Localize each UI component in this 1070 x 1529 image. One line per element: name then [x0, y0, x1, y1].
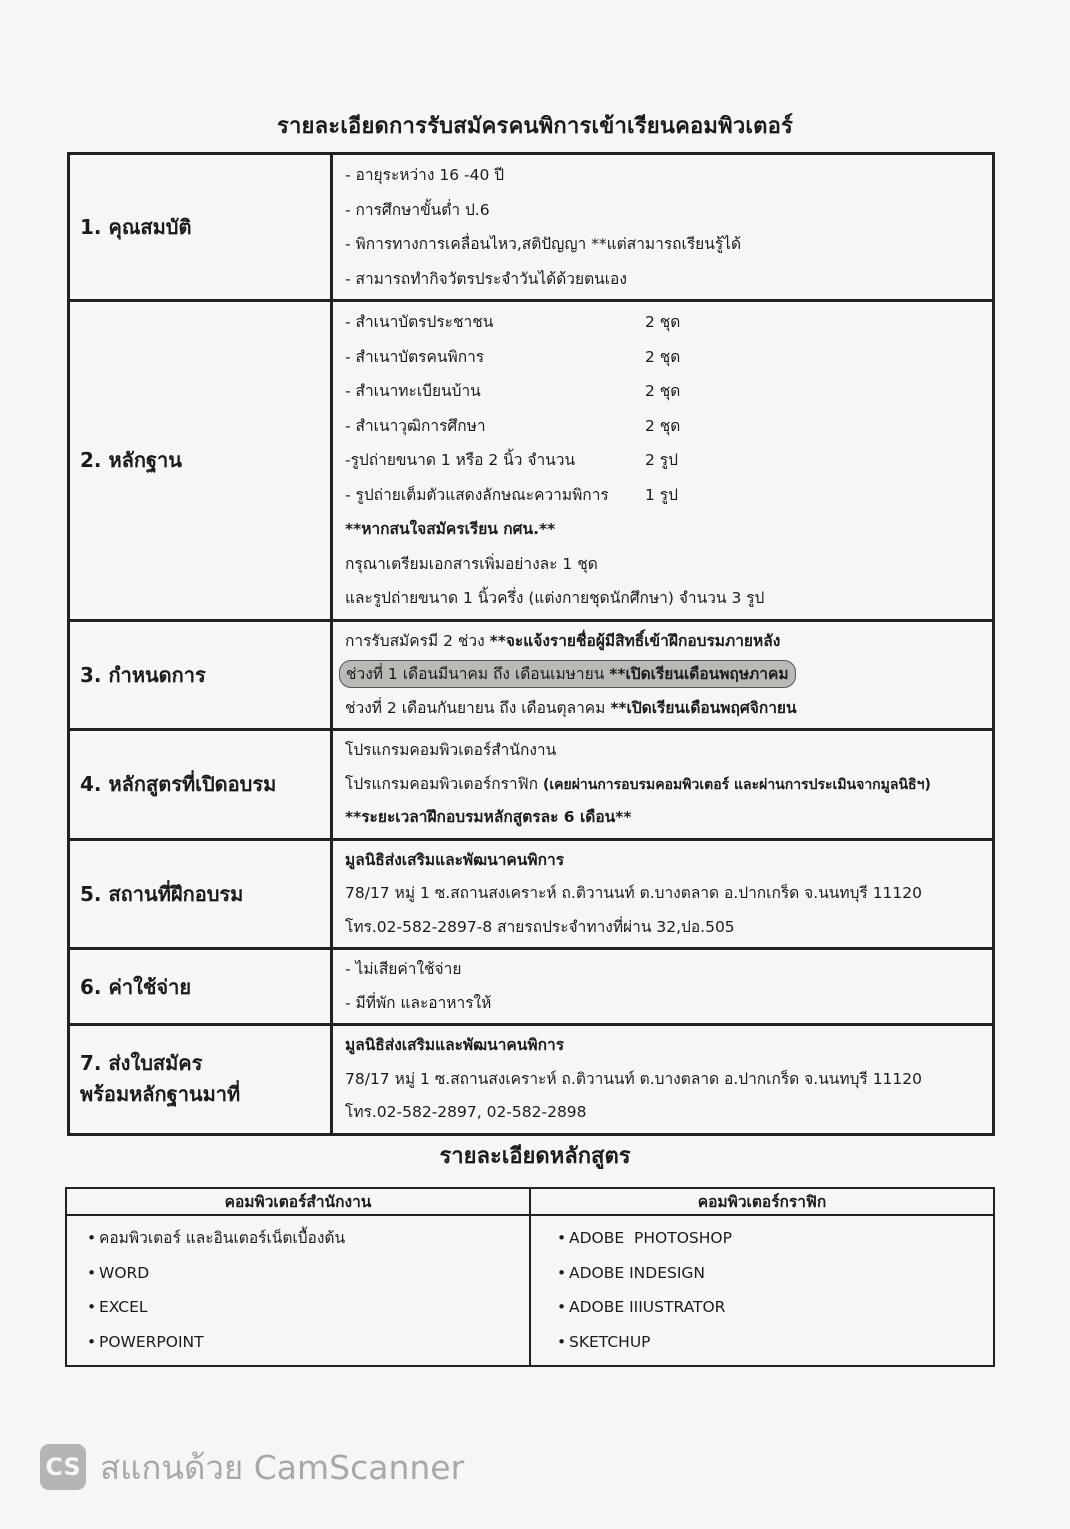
course-details-title: รายละเอียดหลักสูตร	[439, 1144, 631, 1169]
detail-line: และรูปถ่ายขนาด 1 นิ้วครึ่ง (แต่งกายชุดนักศึกษา) จำนวน 3 รูป	[345, 589, 765, 607]
section-details	[332, 730, 994, 840]
section-label: 1. คุณสมบัติ	[69, 154, 332, 301]
label-line: 7. ส่งใบสมัคร	[80, 1051, 203, 1076]
camscanner-logo-icon: CS	[40, 1444, 86, 1490]
section-details	[332, 620, 994, 730]
intro-note: **จะแจ้งรายชื่อผู้มีสิทธิ์เข้าฝึกอบรมภายหลัง	[489, 631, 781, 650]
graphic-course-list	[530, 1215, 994, 1366]
document-item	[345, 443, 992, 478]
watermark-text: สแกนด้วย CamScanner	[100, 1447, 465, 1487]
document-item	[345, 305, 992, 340]
bullet-icon: •	[557, 1298, 567, 1316]
address: 78/17 หมู่ 1 ซ.สถานสงเคราะห์ ถ.ติวานนท์ ต.บางตลาด อ.ปากเกร็ด จ.นนทบุรี 11120	[345, 884, 922, 902]
document-name: - สำเนาทะเบียนบ้าน	[345, 382, 481, 400]
contact-info: โทร.02-582-2897-8 สายรถประจำทางที่ผ่าน 32,ปอ.505	[345, 917, 735, 936]
document-name: - สำเนาวุฒิการศึกษา	[345, 416, 486, 435]
list-item	[557, 1290, 993, 1325]
section-submit-application	[69, 1025, 994, 1135]
section-label: 3. กำหนดการ	[69, 620, 332, 730]
schedule-period-1	[345, 658, 992, 692]
detail-line: กรุณาเตรียมเอกสารเพิ่มอย่างละ 1 ชุด	[345, 554, 598, 573]
item-text: ADOBE IIIUSTRATOR	[569, 1298, 726, 1316]
list-item	[557, 1325, 993, 1360]
bullet-icon: •	[87, 1263, 97, 1282]
section-details	[332, 154, 994, 301]
item-text: EXCEL	[99, 1298, 148, 1316]
organization-name: มูลนิธิส่งเสริมและพัฒนาคนพิการ	[345, 850, 565, 869]
bullet-icon: •	[87, 1298, 97, 1316]
detail-line: - สามารถทำกิจวัตรประจำวันได้ด้วยตนเอง	[345, 269, 627, 288]
period-note: **เปิดเรียนเดือนพฤษภาคม	[609, 665, 789, 683]
course-header-row	[66, 1188, 994, 1215]
document-name: -รูปถ่ายขนาด 1 หรือ 2 นิ้ว จำนวน	[345, 451, 576, 469]
course-note: (เคยผ่านการอบรมคอมพิวเตอร์ และผ่านการประเมินจากมูลนิธิฯ)	[542, 776, 931, 793]
schedule-intro	[345, 625, 992, 659]
detail-line: - การศึกษาขั้นต่ำ ป.6	[345, 200, 490, 219]
contact-info: โทร.02-582-2897, 02-582-2898	[345, 1103, 587, 1121]
document-quantity: 2 ชุด	[645, 416, 681, 435]
section-label: 5. สถานที่ฝึกอบรม	[69, 839, 332, 949]
section-details	[332, 949, 994, 1025]
item-text: WORD	[99, 1263, 150, 1282]
course-line: โปรแกรมคอมพิวเตอร์สำนักงาน	[345, 741, 557, 759]
organization-name: มูลนิธิส่งเสริมและพัฒนาคนพิการ	[345, 1036, 565, 1054]
list-item	[557, 1221, 993, 1256]
document-quantity: 2 รูป	[645, 451, 678, 469]
period-text: ช่วงที่ 2 เดือนกันยายน ถึง เดือนตุลาคม	[345, 698, 606, 717]
detail-line: - มีที่พัก และอาหารให้	[345, 993, 492, 1012]
office-course-list	[66, 1215, 530, 1366]
nfe-note: **หากสนใจสมัครเรียน กศน.**	[345, 520, 556, 538]
section-qualifications	[69, 154, 994, 301]
course-name: โปรแกรมคอมพิวเตอร์กราฟิก	[345, 774, 538, 793]
document-name: - รูปถ่ายเต็มตัวแสดงลักษณะความพิการ	[345, 485, 609, 504]
item-text: คอมพิวเตอร์ และอินเตอร์เน็ตเบื้องต้น	[99, 1229, 346, 1247]
document-name: - สำเนาบัตรคนพิการ	[345, 347, 485, 366]
section-label: 6. ค่าใช้จ่าย	[69, 949, 332, 1025]
document-item	[345, 478, 992, 513]
column-header-office: คอมพิวเตอร์สำนักงาน	[66, 1188, 530, 1215]
document-item	[345, 340, 992, 375]
course-items-row	[66, 1215, 994, 1366]
detail-line: - ไม่เสียค่าใช้จ่าย	[345, 960, 462, 978]
list-item	[87, 1221, 529, 1256]
section-details	[332, 301, 994, 621]
section-cost	[69, 949, 994, 1025]
section-schedule	[69, 620, 994, 730]
bullet-icon: •	[87, 1229, 97, 1247]
document-item	[345, 374, 992, 409]
item-text: ADOBE INDESIGN	[569, 1263, 706, 1282]
item-text: SKETCHUP	[569, 1332, 651, 1351]
document-name: - สำเนาบัตรประชาชน	[345, 313, 494, 331]
item-text: ADOBE PHOTOSHOP	[569, 1229, 732, 1247]
list-item	[87, 1290, 529, 1325]
section-location	[69, 839, 994, 949]
detail-line: - อายุระหว่าง 16 -40 ปี	[345, 166, 505, 184]
list-item	[87, 1256, 529, 1291]
schedule-period-2	[345, 692, 992, 726]
list-item	[557, 1256, 993, 1291]
item-text: POWERPOINT	[99, 1332, 204, 1351]
address: 78/17 หมู่ 1 ซ.สถานสงเคราะห์ ถ.ติวานนท์ ต.บางตลาด อ.ปากเกร็ด จ.นนทบุรี 11120	[345, 1069, 922, 1088]
period-text: ช่วงที่ 1 เดือนมีนาคม ถึง เดือนเมษายน	[346, 665, 605, 683]
course-line	[345, 768, 992, 802]
section-courses	[69, 730, 994, 840]
label-line: พร้อมหลักฐานมาที่	[80, 1082, 241, 1107]
period-note: **เปิดเรียนเดือนพฤศจิกายน	[610, 698, 797, 717]
document-title: รายละเอียดการรับสมัครคนพิการเข้าเรียนคอมพิวเตอร์	[276, 114, 794, 139]
section-details	[332, 839, 994, 949]
course-details-table	[65, 1187, 995, 1367]
document-item	[345, 409, 992, 444]
highlighted-period	[339, 660, 796, 688]
bullet-icon: •	[87, 1332, 97, 1351]
camscanner-watermark	[40, 1443, 464, 1491]
section-label	[69, 1025, 332, 1135]
document-quantity: 2 ชุด	[645, 382, 681, 400]
application-details-table	[67, 152, 995, 1136]
intro-text: การรับสมัครมี 2 ช่วง	[345, 631, 485, 650]
column-header-graphic: คอมพิวเตอร์กราฟิก	[530, 1188, 994, 1215]
bullet-icon: •	[557, 1263, 567, 1282]
section-label: 4. หลักสูตรที่เปิดอบรม	[69, 730, 332, 840]
list-item	[87, 1325, 529, 1360]
document-quantity: 1 รูป	[645, 485, 678, 504]
bullet-icon: •	[557, 1332, 567, 1351]
duration-note: **ระยะเวลาฝึกอบรมหลักสูตรละ 6 เดือน**	[345, 808, 632, 826]
document-quantity: 2 ชุด	[645, 347, 681, 366]
bullet-icon: •	[557, 1229, 567, 1247]
section-label: 2. หลักฐาน	[69, 301, 332, 621]
section-documents	[69, 301, 994, 621]
detail-line: - พิการทางการเคลื่อนไหว,สติปัญญา **แต่สามารถเรียนรู้ได้	[345, 235, 742, 253]
section-details	[332, 1025, 994, 1135]
document-quantity: 2 ชุด	[645, 313, 681, 331]
